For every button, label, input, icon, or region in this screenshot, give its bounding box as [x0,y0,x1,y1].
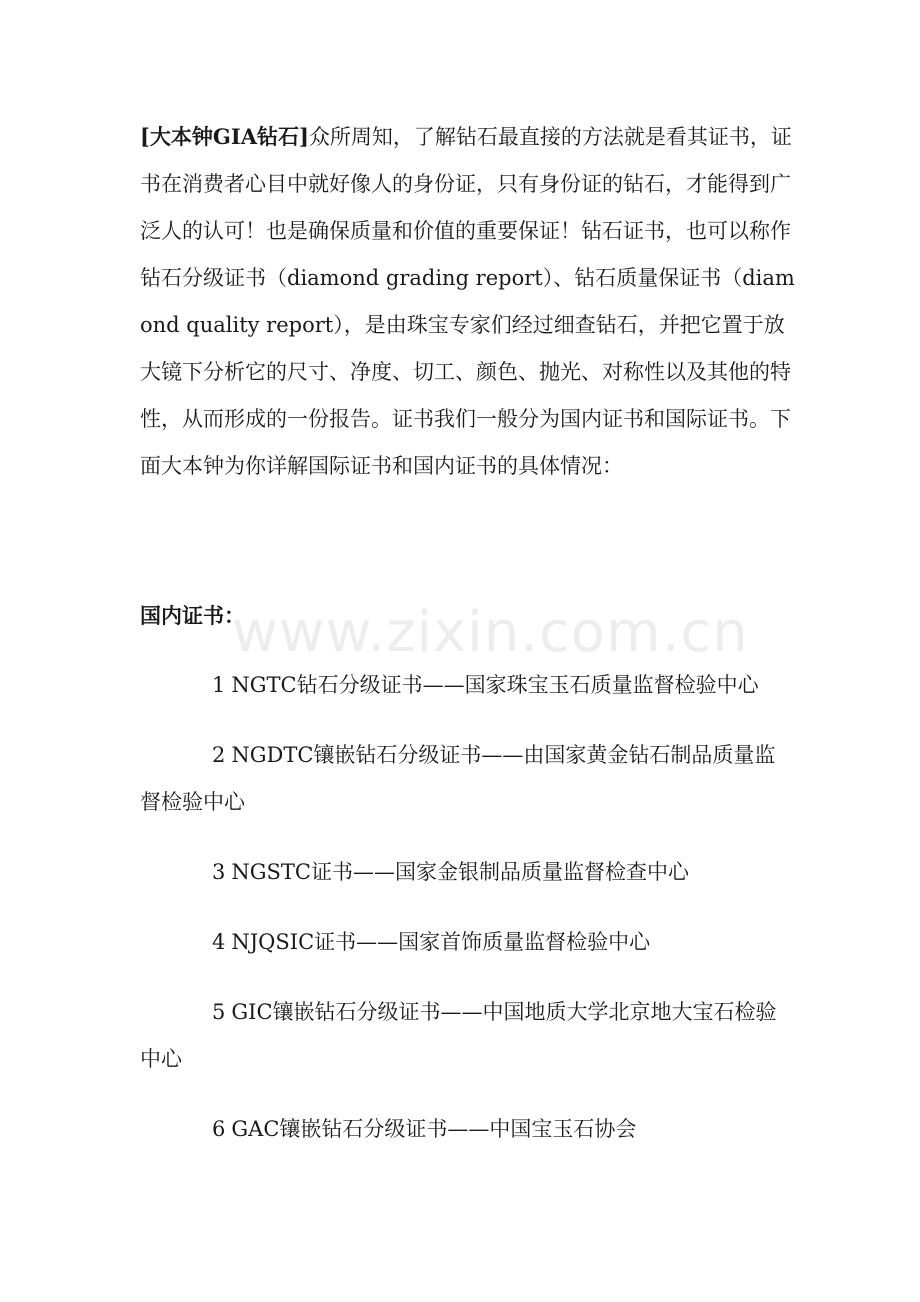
intro-body: 众所周知，了解钻石最直接的方法就是看其证书，证书在消费者心目中就好像人的身份证，只有身份证的钻石，才能得到广泛人的认可！也是确保质量和价值的重要保证！钻石证书，也可以称作钻石分级证书（diamond grading report）、钻石质量保证书（diamond quality report），是由珠宝专家们经过细查钻石，并把它置于放大镜下分析它的尺寸、净度、切工、颜色、抛光、对称性以及其他的特性，从而形成的一份报告。证书我们一般分为国内证书和国际证书。下面大本钟为你详解国际证书和国内证书的具体情况： [140,125,795,478]
list-item-number: 6 [212,1117,226,1141]
list-item-text: GIC镶嵌钻石分级证书——中国地质大学北京地大宝石检验中心 [140,1000,777,1071]
list-item-text: NGDTC镶嵌钻石分级证书——由国家黄金钻石制品质量监督检验中心 [140,743,776,814]
list-item-number: 2 [212,743,226,767]
list-item-text: GAC镶嵌钻石分级证书——中国宝玉石协会 [231,1117,637,1141]
list-item-text: NJQSIC证书——国家首饰质量监督检验中心 [231,930,651,954]
list-item-text: NGSTC证书——国家金银制品质量监督检查中心 [231,860,689,884]
list-item [140,849,795,896]
domestic-cert-list [140,662,795,1176]
list-item-number: 3 [212,860,226,884]
section-heading-domestic: 国内证书： [140,603,245,628]
list-item [140,919,795,966]
list-item-number: 5 [212,1000,226,1024]
list-item [140,989,795,1083]
watermark: www.zixin.com.cn [232,600,749,665]
list-item [140,662,795,709]
list-item-text: NGTC钻石分级证书——国家珠宝玉石质量监督检验中心 [231,673,759,697]
intro-paragraph [140,113,795,490]
list-item [140,1106,795,1153]
list-item [140,732,795,826]
list-item-number: 1 [212,673,226,697]
intro-lead: [大本钟GIA钻石] [140,124,309,149]
list-item-number: 4 [212,930,226,954]
